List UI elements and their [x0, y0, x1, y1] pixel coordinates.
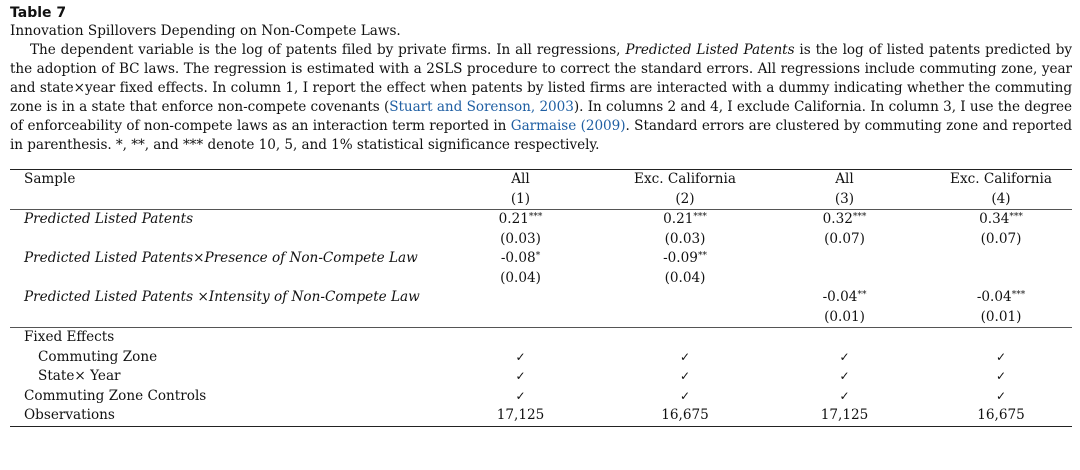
header-col-2-number: (2) [611, 190, 759, 210]
coef-cell: -0.08* [500, 250, 541, 266]
header-col-1-number: (1) [430, 190, 611, 210]
state-year-label: State× Year [38, 368, 121, 384]
fixed-effects-label: Fixed Effects [10, 328, 430, 348]
table-caption [10, 41, 1072, 155]
coef-cell: 0.21*** [663, 211, 707, 227]
regression-table [10, 169, 1072, 427]
significance-stars: ** [697, 251, 707, 261]
observations-cell: 16,675 [930, 406, 1072, 426]
checkmark-icon: ✓ [995, 349, 1007, 364]
checkmark-icon: ✓ [679, 369, 691, 383]
header-col-4-sample: Exc. California [930, 170, 1072, 190]
coef-cell: 0.21*** [498, 211, 543, 227]
se-cell: (0.01) [980, 308, 1022, 325]
controls-label: Commuting Zone Controls [24, 387, 207, 404]
row-intensity-label: Predicted Listed Patents ×Intensity of Non-Compete Law [24, 289, 420, 305]
significance-stars: *** [528, 212, 543, 222]
observations-cell: 17,125 [430, 406, 611, 426]
coef-cell [759, 249, 930, 269]
coef-cell [930, 249, 1072, 269]
row-state-year-fe [10, 367, 1072, 387]
observations-label: Observations [10, 406, 430, 426]
checkmark-icon: ✓ [679, 349, 691, 364]
se-cell: (0.03) [500, 230, 541, 247]
header-col-2-sample: Exc. California [611, 170, 759, 190]
coef-cell [430, 288, 611, 308]
observations-cell: 17,125 [759, 406, 930, 426]
row-predicted-se [10, 230, 1072, 250]
checkmark-icon: ✓ [515, 349, 526, 364]
checkmark-icon: ✓ [995, 388, 1007, 403]
se-cell: (0.01) [824, 308, 865, 325]
significance-stars: *** [1011, 290, 1026, 300]
row-intensity-coef [10, 288, 1072, 308]
table-label: Table 7 [10, 5, 67, 21]
row-intensity-se [10, 308, 1072, 328]
se-cell: (0.07) [824, 230, 865, 247]
coef-cell: -0.09** [663, 250, 707, 266]
observations-cell: 16,675 [611, 406, 759, 426]
header-row-sample [10, 170, 1072, 190]
coef-cell: 0.32*** [822, 211, 867, 227]
se-cell: (0.04) [664, 269, 706, 286]
citation-garmaise[interactable]: Garmaise (2009) [510, 118, 626, 134]
checkmark-icon: ✓ [515, 369, 526, 383]
se-cell [759, 269, 930, 289]
se-cell [430, 308, 611, 328]
checkmark-icon: ✓ [515, 388, 526, 403]
header-col-3-number: (3) [759, 190, 930, 210]
citation-stuart-sorenson[interactable]: Stuart and Sorenson, 2003 [389, 99, 574, 115]
se-cell [930, 269, 1072, 289]
row-presence-coef [10, 249, 1072, 269]
coef-cell: -0.04*** [976, 289, 1026, 305]
significance-stars: *** [1009, 212, 1023, 222]
header-col-3-sample: All [759, 170, 930, 190]
coef-cell [611, 288, 759, 308]
se-cell: (0.07) [980, 230, 1022, 247]
se-cell: (0.03) [664, 230, 706, 247]
significance-stars: * [535, 251, 541, 261]
row-controls [10, 387, 1072, 407]
row-predicted-coef [10, 210, 1072, 230]
row-predicted-label: Predicted Listed Patents [24, 211, 194, 227]
header-col-4-number: (4) [930, 190, 1072, 210]
caption-text-4: . Standard errors are clustered by commuting zone and reported in parenthesis. *, **, and *** denote 10, 5, and 1% statistical significance respectively. [10, 118, 1072, 153]
row-observations [10, 406, 1072, 426]
se-cell [611, 308, 759, 328]
header-row-number [10, 190, 1072, 210]
row-commuting-zone-fe [10, 348, 1072, 368]
table-title: Innovation Spillovers Depending on Non-Compete Laws. [10, 23, 401, 39]
significance-stars: ** [857, 290, 867, 300]
significance-stars: *** [693, 212, 707, 222]
checkmark-icon: ✓ [839, 369, 850, 383]
checkmark-icon: ✓ [839, 349, 850, 364]
caption-text-1: The dependent variable is the log of patents filed by private firms. In all regressions, [30, 42, 626, 58]
coef-cell: -0.04** [822, 289, 867, 305]
caption-text-2: is the log of listed patents predicted by the adoption of BC laws. The regression is estimated with a 2SLS procedure to correct the standard errors. All regressions include commuting zone, year and state×year fixed effects. In column 1, I report the effect when patents by listed firms are interacted with a dummy indicating whether the commuting zone is in a state that enforce non-compete covenants ( [10, 42, 1072, 115]
row-presence-se [10, 269, 1072, 289]
checkmark-icon: ✓ [995, 369, 1007, 383]
header-sample-label: Sample [10, 170, 430, 190]
checkmark-icon: ✓ [679, 388, 691, 403]
commuting-zone-label: Commuting Zone [38, 348, 158, 365]
checkmark-icon: ✓ [839, 388, 850, 403]
header-col-1-sample: All [430, 170, 611, 190]
row-fixed-effects [10, 328, 1072, 348]
caption-text-3: ). In columns 2 and 4, I exclude California. In column 3, I use the degree of enforceability of non-compete laws as an interaction term reported in [10, 99, 1073, 134]
se-cell: (0.04) [500, 269, 541, 286]
row-presence-label: Predicted Listed Patents×Presence of Non-Compete Law [24, 250, 418, 266]
caption-italic-term: Predicted Listed Patents [625, 42, 795, 58]
coef-cell: 0.34*** [979, 211, 1023, 227]
significance-stars: *** [852, 212, 867, 222]
